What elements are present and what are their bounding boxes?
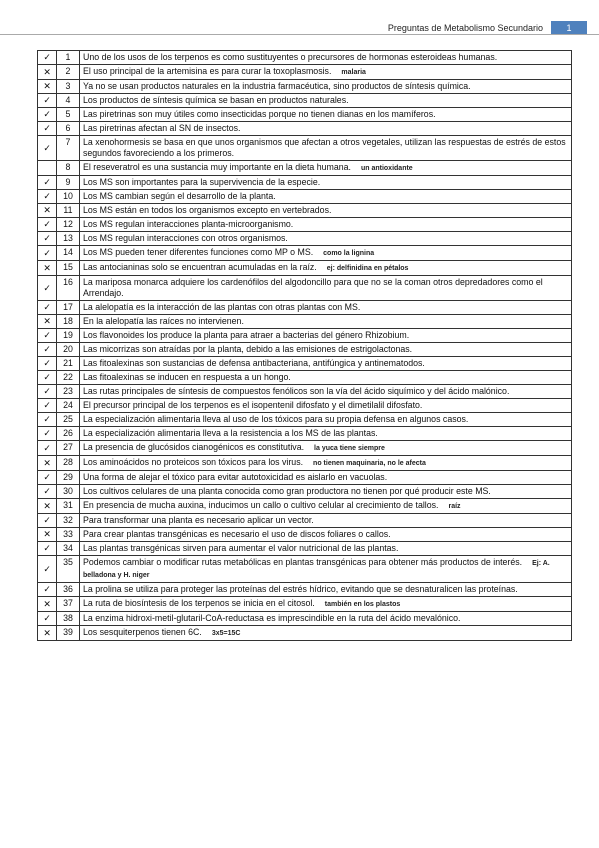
table-row — [38, 456, 572, 471]
table-row — [38, 51, 572, 65]
question-cell — [80, 80, 572, 94]
question-text: Las piretrinas son muy útiles como insecticidas porque no tienen dianas en los mamíferos. — [83, 109, 436, 119]
table-row — [38, 343, 572, 357]
question-cell — [80, 413, 572, 427]
question-number: 14 — [57, 246, 80, 261]
table-row — [38, 122, 572, 136]
question-number: 6 — [57, 122, 80, 136]
table-row — [38, 261, 572, 276]
question-text: El uso principal de la artemisina es para curar la toxoplasmosis. — [83, 66, 332, 76]
check-icon: ✓ — [38, 556, 57, 583]
handwritten-note: como la lignina — [323, 250, 375, 257]
question-text: La mariposa monarca adquiere los cardenófilos del algodoncillo para que no se la coman otros depredadores como el Arrendajo. — [83, 277, 543, 298]
question-cell — [80, 597, 572, 612]
question-text: La prolina se utiliza para proteger las proteínas del estrés hídrico, evitando que se desnaturalicen las proteínas. — [83, 584, 518, 594]
table-row — [38, 427, 572, 441]
question-cell — [80, 136, 572, 161]
table-row — [38, 204, 572, 218]
check-icon: ✓ — [38, 94, 57, 108]
question-text: Los cultivos celulares de una planta conocida como gran productora no tienen por qué producir este MS. — [83, 486, 491, 496]
question-number: 26 — [57, 427, 80, 441]
question-cell — [80, 371, 572, 385]
check-icon: ✓ — [38, 190, 57, 204]
table-row — [38, 357, 572, 371]
check-icon: ✓ — [38, 399, 57, 413]
question-cell — [80, 108, 572, 122]
empty-mark — [38, 161, 57, 176]
question-cell — [80, 65, 572, 80]
check-icon: ✓ — [38, 371, 57, 385]
question-text: La alelopatía es la interacción de las plantas con otras plantas con MS. — [83, 302, 361, 312]
table-row — [38, 232, 572, 246]
question-text: Las fitoalexinas son sustancias de defensa antibacteriana, antifúngica y antinematodos. — [83, 358, 425, 368]
question-number: 20 — [57, 343, 80, 357]
question-text: En la alelopatía las raíces no intervienen. — [83, 316, 244, 326]
question-number: 29 — [57, 471, 80, 485]
check-icon: ✓ — [38, 441, 57, 456]
question-number: 21 — [57, 357, 80, 371]
check-icon: ✓ — [38, 427, 57, 441]
check-icon: ✓ — [38, 514, 57, 528]
question-cell — [80, 385, 572, 399]
table-row — [38, 108, 572, 122]
question-text: Una forma de alejar el tóxico para evitar autotoxicidad es aislarlo en vacuolas. — [83, 472, 388, 482]
check-icon: ✓ — [38, 485, 57, 499]
question-number: 35 — [57, 556, 80, 583]
question-cell — [80, 612, 572, 626]
table-row — [38, 65, 572, 80]
table-row — [38, 542, 572, 556]
check-icon: ✓ — [38, 471, 57, 485]
question-cell — [80, 485, 572, 499]
question-text: Las antocianinas solo se encuentran acumuladas en la raíz. — [83, 262, 317, 272]
question-cell — [80, 626, 572, 641]
cross-icon: ✕ — [38, 65, 57, 80]
question-number: 16 — [57, 276, 80, 301]
check-icon: ✓ — [38, 301, 57, 315]
question-text: Los flavonoides los produce la planta para atraer a bacterias del género Rhizobium. — [83, 330, 410, 340]
table-row — [38, 441, 572, 456]
cross-icon: ✕ — [38, 261, 57, 276]
question-number: 34 — [57, 542, 80, 556]
check-icon: ✓ — [38, 108, 57, 122]
question-number: 23 — [57, 385, 80, 399]
table-row — [38, 485, 572, 499]
question-cell — [80, 176, 572, 190]
handwritten-note: no tienen maquinaria, no le afecta — [313, 460, 426, 467]
question-cell — [80, 499, 572, 514]
question-cell — [80, 51, 572, 65]
check-icon: ✓ — [38, 385, 57, 399]
check-icon: ✓ — [38, 232, 57, 246]
check-icon: ✓ — [38, 413, 57, 427]
question-cell — [80, 427, 572, 441]
table-row — [38, 94, 572, 108]
question-number: 15 — [57, 261, 80, 276]
question-number: 13 — [57, 232, 80, 246]
table-row — [38, 413, 572, 427]
question-cell — [80, 514, 572, 528]
question-text: El precursor principal de los terpenos es el isopentenil difosfato y el dimetilalil difosfato. — [83, 400, 423, 410]
handwritten-note: Ej: A. belladona y H. niger — [83, 560, 550, 579]
cross-icon: ✕ — [38, 456, 57, 471]
question-text: Las plantas transgénicas sirven para aumentar el valor nutricional de las plantas. — [83, 543, 399, 553]
check-icon: ✓ — [38, 122, 57, 136]
question-text: Las fitoalexinas se inducen en respuesta a un hongo. — [83, 372, 291, 382]
question-cell — [80, 161, 572, 176]
question-cell — [80, 94, 572, 108]
question-text: Los MS son importantes para la supervivencia de la especie. — [83, 177, 321, 187]
question-number: 11 — [57, 204, 80, 218]
cross-icon: ✕ — [38, 80, 57, 94]
question-cell — [80, 261, 572, 276]
question-text: Podemos cambiar o modificar rutas metabólicas en plantas transgénicas para obtener más productos de interés. — [83, 557, 523, 567]
question-text: Los MS regulan interacciones con otros organismos. — [83, 233, 288, 243]
question-number: 7 — [57, 136, 80, 161]
question-number: 10 — [57, 190, 80, 204]
question-cell — [80, 441, 572, 456]
handwritten-note: malaria — [341, 69, 366, 76]
question-number: 31 — [57, 499, 80, 514]
question-text: Los MS pueden tener diferentes funciones como MP o MS. — [83, 247, 314, 257]
question-number: 1 — [57, 51, 80, 65]
table-row — [38, 612, 572, 626]
table-row — [38, 80, 572, 94]
question-cell — [80, 232, 572, 246]
question-cell — [80, 122, 572, 136]
cross-icon: ✕ — [38, 597, 57, 612]
question-cell — [80, 190, 572, 204]
question-text: Las piretrinas afectan al SN de insectos. — [83, 123, 241, 133]
table-row — [38, 371, 572, 385]
table-row — [38, 471, 572, 485]
question-cell — [80, 583, 572, 597]
question-cell — [80, 542, 572, 556]
check-icon: ✓ — [38, 218, 57, 232]
table-row — [38, 514, 572, 528]
question-number: 36 — [57, 583, 80, 597]
question-text: Los sesquiterpenos tienen 6C. — [83, 627, 202, 637]
table-row — [38, 583, 572, 597]
table-row — [38, 597, 572, 612]
handwritten-note: 3x5=15C — [211, 630, 241, 637]
question-text: Para transformar una planta es necesario aplicar un vector. — [83, 515, 314, 525]
question-text: La especialización alimentaria lleva al uso de los tóxicos para su propia defensa en algunos casos. — [83, 414, 469, 424]
table-row — [38, 399, 572, 413]
table-row — [38, 556, 572, 583]
question-number: 2 — [57, 65, 80, 80]
question-number: 38 — [57, 612, 80, 626]
handwritten-note: un antioxidante — [360, 165, 413, 172]
question-text: La ruta de biosíntesis de los terpenos se inicia en el citosol. — [83, 598, 315, 608]
handwritten-note: raíz — [448, 503, 461, 510]
question-text: La presencia de glucósidos cianogénicos es constitutiva. — [83, 442, 305, 452]
question-number: 33 — [57, 528, 80, 542]
question-cell — [80, 329, 572, 343]
table-row — [38, 315, 572, 329]
table-row — [38, 246, 572, 261]
check-icon: ✓ — [38, 343, 57, 357]
check-icon: ✓ — [38, 329, 57, 343]
question-number: 17 — [57, 301, 80, 315]
table-row — [38, 276, 572, 301]
question-text: Los MS están en todos los organismos excepto en vertebrados. — [83, 205, 332, 215]
question-number: 30 — [57, 485, 80, 499]
question-text: Las rutas principales de síntesis de compuestos fenólicos son la vía del ácido siquímico y del ácido malónico. — [83, 386, 510, 396]
question-cell — [80, 301, 572, 315]
question-text: Los aminoácidos no proteicos son tóxicos para los virus. — [83, 457, 304, 467]
check-icon: ✓ — [38, 612, 57, 626]
question-cell — [80, 528, 572, 542]
cross-icon: ✕ — [38, 315, 57, 329]
questions-table — [37, 50, 572, 641]
question-cell — [80, 399, 572, 413]
question-number: 39 — [57, 626, 80, 641]
check-icon: ✓ — [38, 542, 57, 556]
check-icon: ✓ — [38, 51, 57, 65]
question-text: Los MS regulan interacciones planta-microorganismo. — [83, 219, 294, 229]
question-text: La especialización alimentaria lleva a la resistencia a los MS de las plantas. — [83, 428, 378, 438]
cross-icon: ✕ — [38, 626, 57, 641]
table-row — [38, 626, 572, 641]
question-text: El reseveratrol es una sustancia muy importante en la dieta humana. — [83, 162, 351, 172]
cross-icon: ✕ — [38, 499, 57, 514]
question-number: 25 — [57, 413, 80, 427]
question-cell — [80, 218, 572, 232]
question-number: 12 — [57, 218, 80, 232]
question-number: 9 — [57, 176, 80, 190]
question-text: En presencia de mucha auxina, inducimos un callo o cultivo celular al crecimiento de tallos. — [83, 500, 439, 510]
handwritten-note: también en los plastos — [324, 601, 401, 608]
check-icon: ✓ — [38, 136, 57, 161]
question-number: 18 — [57, 315, 80, 329]
table-row — [38, 161, 572, 176]
question-number: 24 — [57, 399, 80, 413]
header-title: Preguntas de Metabolismo Secundario — [387, 23, 543, 33]
question-number: 32 — [57, 514, 80, 528]
question-cell — [80, 456, 572, 471]
question-number: 22 — [57, 371, 80, 385]
question-text: Ya no se usan productos naturales en la industria farmacéutica, sino productos de síntesis química. — [83, 81, 471, 91]
handwritten-note: la yuca tiene siempre — [314, 445, 385, 452]
table-row — [38, 176, 572, 190]
question-text: Uno de los usos de los terpenos es como sustituyentes o precursores de hormonas esteroideas humanas. — [83, 52, 498, 62]
question-text: Los productos de síntesis química se basan en productos naturales. — [83, 95, 349, 105]
question-cell — [80, 315, 572, 329]
check-icon: ✓ — [38, 583, 57, 597]
table-row — [38, 329, 572, 343]
cross-icon: ✕ — [38, 528, 57, 542]
question-text: La xenohormesis se basa en que unos organismos que afectan a otros vegetales, utilizan las respuestas de estrés de estos segundos favoreciendo a los primeros. — [83, 137, 566, 158]
table-row — [38, 528, 572, 542]
question-number: 19 — [57, 329, 80, 343]
question-cell — [80, 357, 572, 371]
question-text: Para crear plantas transgénicas es necesario el uso de discos foliares o callos. — [83, 529, 391, 539]
table-row — [38, 218, 572, 232]
question-number: 8 — [57, 161, 80, 176]
table-row — [38, 385, 572, 399]
check-icon: ✓ — [38, 246, 57, 261]
question-number: 3 — [57, 80, 80, 94]
check-icon: ✓ — [38, 276, 57, 301]
question-cell — [80, 343, 572, 357]
cross-icon: ✕ — [38, 204, 57, 218]
table-row — [38, 136, 572, 161]
page-number: 1 — [551, 21, 587, 35]
handwritten-note: ej: delfinidina en pétalos — [326, 265, 409, 272]
table-row — [38, 499, 572, 514]
question-cell — [80, 246, 572, 261]
question-text: La enzima hidroxi-metil-glutaril-CoA-reductasa es imprescindible en la ruta del ácido mevalónico. — [83, 613, 461, 623]
question-cell — [80, 204, 572, 218]
header-divider — [0, 34, 599, 35]
question-number: 28 — [57, 456, 80, 471]
question-text: Los MS cambian según el desarrollo de la planta. — [83, 191, 276, 201]
check-icon: ✓ — [38, 357, 57, 371]
table-row — [38, 301, 572, 315]
question-number: 37 — [57, 597, 80, 612]
question-number: 4 — [57, 94, 80, 108]
question-number: 5 — [57, 108, 80, 122]
question-number: 27 — [57, 441, 80, 456]
table-row — [38, 190, 572, 204]
question-cell — [80, 471, 572, 485]
question-text: Las micorrizas son atraídas por la planta, debido a las emisiones de estrigolactonas. — [83, 344, 413, 354]
question-cell — [80, 276, 572, 301]
check-icon: ✓ — [38, 176, 57, 190]
question-cell — [80, 556, 572, 583]
